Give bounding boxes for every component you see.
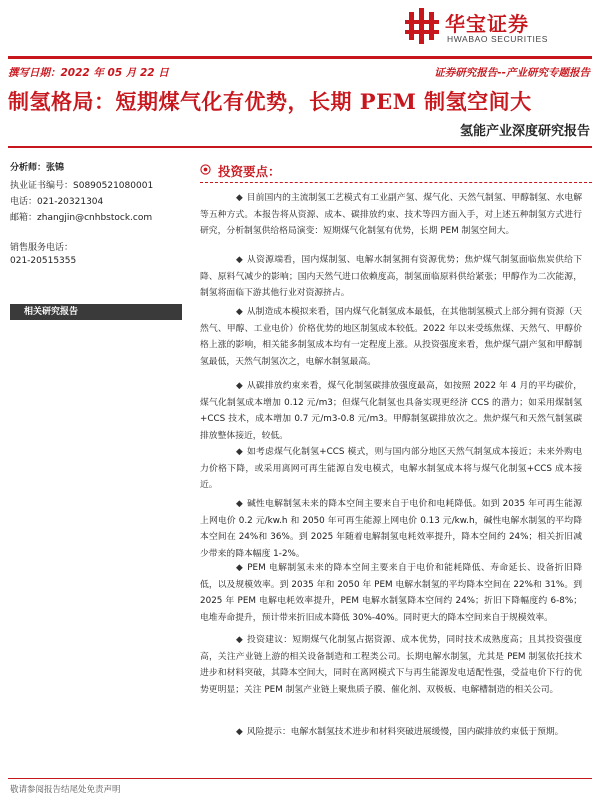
diamond-bullet-icon: ◆: [236, 307, 243, 317]
analyst-name: 张锦: [46, 163, 65, 173]
key-point-item: [200, 724, 582, 741]
report-subtitle: 氢能产业深度研究报告: [459, 124, 590, 139]
key-point-item: [200, 304, 582, 370]
analyst-cert-number: S0890521080001: [73, 181, 154, 191]
target-icon: [200, 164, 211, 175]
sales-phone: 021-20515355: [10, 256, 77, 266]
key-point-text: 如考虑煤气化制氢+CCS 模式，则与国内部分地区天然气制氢成本接近；未来外购电力价格下降，或采用离网可再生能源自发电模式，电解水制氢成本将与煤气化制氢+CCS 成本接近。: [200, 447, 582, 490]
key-points-heading: 投资要点：: [218, 164, 281, 179]
diamond-bullet-icon: ◆: [236, 381, 243, 391]
analyst-cert-row: [10, 178, 153, 191]
key-point-item: [200, 378, 582, 444]
key-point-text: 从制造成本模拟来看，国内煤气化制氢成本最低，在其他制氢模式上部分拥有资源（天然气、甲醇、工业电价）价格优势的地区制氢成本较低。2022 年以来受练焦煤、天然气、甲醇价格上涨的影响，相关能多制氢成本均有一定程度上涨。从投资强度来看，焦炉煤气副产氢和甲醇制氢最低，天然气制氢次之，电解水制氢最高。: [200, 307, 582, 367]
analyst-email-row: [10, 210, 152, 223]
diamond-bullet-icon: ◆: [236, 727, 243, 737]
key-point-text: 碱性电解制氢未来的降本空间主要来自于电价和电耗降低。如到 2035 年可再生能源上网电价 0.2 元/kw.h 和 2050 年可再生能源上网电价 0.13 元/kw.h，碱性电解水制氢的平均降本空间在 24%和 36%。到 2025 年随着电解制氢电耗效率提升，降本空间约 24%；相关折旧减少带来的降本幅度 1-2%。: [200, 499, 583, 559]
report-type: 证券研究报告--产业研究专题报告: [434, 67, 590, 79]
key-point-text: 目前国内的主流制氢工艺模式有工业副产氢、煤气化、天然气制氢、甲醇制氢、水电解等五种方式。本报告将从资源、成本、碳排放约束、技术等四方面入手，对上述五种制氢方式进行研究，分析制氢供给格局演变：短期煤气化制氢有优势，长期 PEM 制氢空间大。: [200, 193, 582, 236]
company-logo-mark-icon: [405, 8, 439, 44]
diamond-bullet-icon: ◆: [236, 499, 243, 509]
analyst-phone: 021-20321304: [37, 197, 104, 207]
related-reports-bar: 相关研究报告: [10, 304, 182, 320]
key-point-text: 从碳排放约束来看，煤气化制氢碳排放强度最高，如按照 2022 年 4 月的平均碳价，煤气化制氢成本增加 0.12 元/m3；但煤气化制氢也具备实现更经济 CCS 的潜力；如采用煤制氢+CCS 技术，成本增加 0.7 元/m3-0.8 元/m3。甲醇制氢碳排放次之。焦炉煤气和天然气制氢碳排放整体接近，较低。: [200, 381, 582, 441]
key-point-text: 投资建议：短期煤气化制氢占据资源、成本优势，同时技术成熟度高；且其投资强度高，关注产业链上游的相关设备制造和工程类公司。长期电解水制氢，尤其是 PEM 制氢依托技术进步和材料突破，其降本空间大，同时在离网模式下与再生能源发电适配性强，受益电价下行的优势更明显；关注 PEM 制氢产业链上聚焦质子膜、催化剂、双极板、电解槽制造的相关公司。: [200, 635, 582, 695]
key-point-text: 从资源端看，国内煤制氢、电解水制氢拥有资源优势；焦炉煤气制氢面临焦炭供给下降、原料气减少的影响；国内天然气进口依赖度高，制氢面临原料供给紧张；甲醇作为二次能源，制氢将面临下游其他行业对资源挤占。: [200, 255, 582, 298]
key-point-item: [200, 496, 582, 562]
analyst-phone-row: [10, 194, 103, 207]
footer-divider: [8, 778, 592, 779]
diamond-bullet-icon: ◆: [236, 255, 244, 265]
logo-english-name: HWABAO SECURITIES: [447, 34, 549, 44]
logo-chinese-name: 华宝证券: [445, 12, 529, 36]
analyst-name-row: [10, 160, 64, 173]
key-point-text: PEM 电解制氢未来的降本空间主要来自于电价和能耗降低、寿命延长、设备折旧降低，以及规模效率。到 2035 年和 2050 年 PEM 电解水制氢的平均降本空间在 22%和 31%。到 2025 年 PEM 电解电耗效率提升，PEM 电解水制氢降本空间约 24%；折旧下降幅度约 6-8%；电堆寿命提升，预计带来折旧成本降低 30%-40%。同时更大的降本空间来自于规模效率。: [200, 563, 582, 623]
key-point-item: [200, 252, 582, 302]
report-date: 撰写日期：2022 年 05 月 22 日: [8, 67, 169, 79]
company-logo: [405, 6, 595, 48]
diamond-bullet-icon: ◆: [236, 193, 243, 203]
analyst-cert-label: 执业证书编号：: [10, 181, 74, 191]
analyst-phone-label: 电话：: [10, 197, 38, 207]
key-point-text: 风险提示：电解水制氢技术进步和材料突破进展缓慢，国内碳排放约束低于预期。: [246, 727, 564, 737]
key-point-item: [200, 560, 582, 626]
header-divider: [8, 56, 592, 59]
report-title: 制氢格局：短期煤气化有优势，长期 PEM 制氢空间大: [8, 89, 532, 114]
diamond-bullet-icon: ◆: [236, 635, 244, 645]
diamond-bullet-icon: ◆: [236, 563, 244, 573]
sales-phone-label: 销售服务电话：: [10, 243, 74, 253]
analyst-email[interactable]: zhangjin@cnhbstock.com: [37, 213, 153, 223]
key-point-item: [200, 632, 582, 698]
key-point-item: [200, 190, 582, 240]
analyst-email-label: 邮箱：: [10, 213, 38, 223]
title-divider: [8, 146, 592, 148]
key-points-divider: [200, 182, 592, 183]
analyst-name-label: 分析师：: [10, 163, 47, 173]
key-point-item: [200, 444, 582, 494]
diamond-bullet-icon: ◆: [236, 447, 243, 457]
disclaimer-note: 敬请参阅报告结尾处免责声明: [10, 785, 121, 795]
